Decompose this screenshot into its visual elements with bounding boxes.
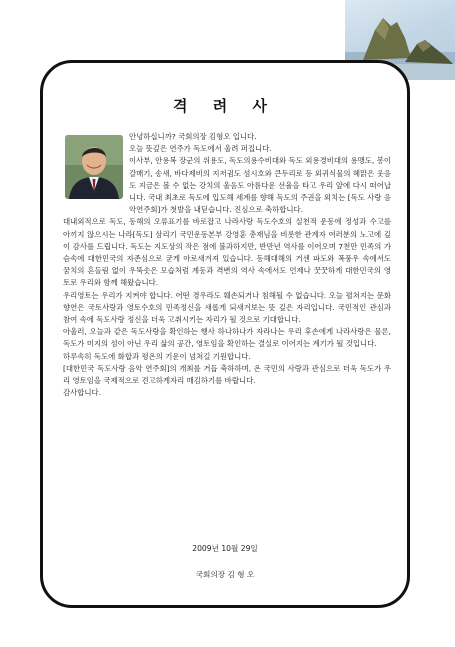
letter-date: 2009년 10월 29일: [192, 544, 258, 553]
letter-paragraph: [대한민국 독도사랑 음악 연주회]의 개최를 거듭 축하하며, 온 국민의 사랑과 관심으로 더욱 독도가 우리 영토임을 국제적으로 견고하게자리 매김하기를 바랍니다.: [63, 363, 391, 386]
letter-body: [63, 131, 391, 399]
letter-paragraph: 대내외적으로 독도, 동해의 오류표기를 바로잡고 나라사랑 독도수호의 실천적 운동에 정성과 수고를 아끼지 않으시는 나라[독도] 삼리기 국민운동본부 강영훈 총재님을 비롯한 관계자 여러분의 노고에 깊이 감사를 드립니다. 독도는 지도상의 작은 점에 불과하지만, 반만년 역사를 이어오며 7천만 민족의 가슴속에 대한민국의 자존심으로 굳게 아로새겨져 있습니다. 동해대해의 거센 파도와 폭풍우 속에서도 꿈치의 흔들림 없이 우뚝솟은 모습처럼 계동과 격변의 역사 속에서도 언제나 꿋꿋하게 대한민국의 영토로 우리와 함께 해왔습니다.: [63, 217, 391, 288]
page-title: 격 려 사: [173, 97, 277, 115]
greeting-line: 오늘 뜻깊은 연주가 독도에서 울려 퍼집니다.: [129, 144, 272, 154]
letter-paragraph: 이사부, 안용복 장군의 위용도, 독도의용수비대와 독도 외용경비대의 용맹도, 봉이갈매기, 송새, 바다제비의 지저귐도 섬시호와 큰두리로 등 외귀식물의 혜맑은 웃음도 지금은 볼 수 없는 강치의 울음도 아름다운 선율을 타고 우리 앞에 다시 떠어납니다. 국내 최초로 독도에 입도해 세계를 향해 독도의 주권을 외치는 [독도 사랑 음악연주회]가 첫발을 내딛습니다. 진심으로 축하합니다.: [129, 156, 391, 215]
letter-paragraph: 하루속히 독도에 화합과 평온의 기운이 넘쳐길 기원합니다.: [63, 351, 251, 361]
letter-frame: [40, 60, 410, 608]
letter-paragraph: 아울러, 오늘과 같은 독도사랑을 확인하는 행사 하나하나가 자라나는 우리 후손에게 나라사랑은 물론, 독도가 미지의 섬이 아닌 우리 삶의 공간, 영토임을 확인하는 결실로 이어지는 계기가 될 것입니다.: [63, 327, 391, 349]
letter-paragraph: 우리영토는 우리가 지켜야 합니다. 어떤 경우라도 훼손되거나 침해될 수 없습니다. 오늘 펼쳐지는 문화향연은 국토사랑과 영토수호의 민족정신을 새롭게 되새겨보는 뜻 깊은 자리입니다. 국민적인 관심과 참여 속에 독도사랑 정신을 더욱 고취시키는 자리가 될 것으로 기대합니다.: [63, 290, 391, 325]
letter-signature: 국회의장 김 형 오: [195, 570, 255, 579]
closing-line: 감사합니다.: [63, 388, 102, 398]
greeting-line: 안녕하십니까? 국회의장 김형오 입니다.: [129, 132, 257, 141]
